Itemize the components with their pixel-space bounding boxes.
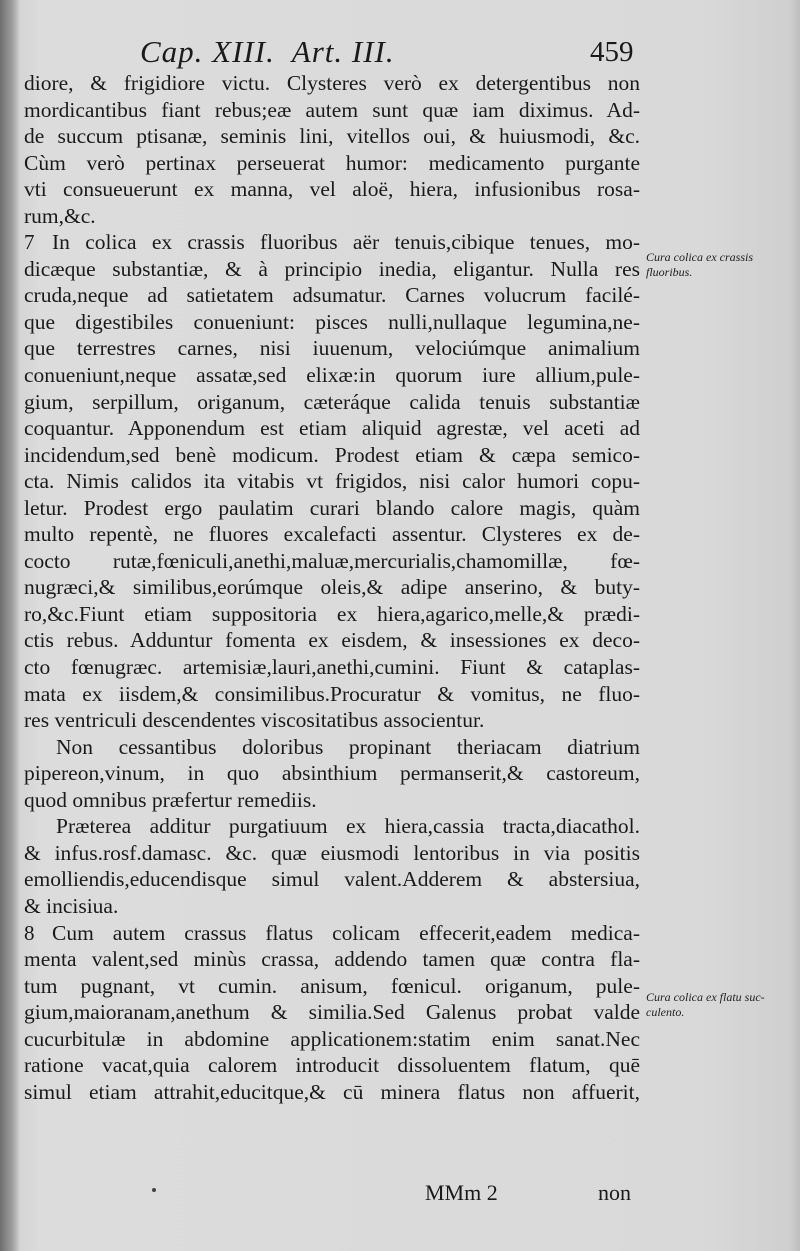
text-line	[24, 521, 640, 548]
running-head: Cap. XIII. Art. III.	[140, 34, 395, 69]
text-line-content: conueniunt,neque assatæ,sed elixæ:in quorum iure allium,pule-	[24, 363, 640, 388]
text-line	[24, 335, 640, 362]
text-line	[24, 282, 640, 309]
margin-note-1: Cura colica ex crassis fluoribus.	[646, 250, 753, 279]
text-line-content: mata ex iisdem,& consimilibus.Procuratur & vomitus, ne fluo-	[24, 681, 640, 706]
page-header	[0, 34, 800, 74]
text-line-content: emolliendis,educendisque simul valent.Adderem & abstersiua,	[24, 867, 640, 892]
text-line-content: gium,maioranam,anethum & similia.Sed Galenus probat valde	[24, 1000, 640, 1025]
text-line-content: & infus.rosf.damasc. &c. quæ eiusmodi lentoribus in via positis	[24, 840, 640, 865]
text-line	[24, 389, 640, 416]
text-line	[24, 866, 640, 893]
body-text	[24, 70, 640, 1105]
text-line-content: que digestibiles conueniunt: pisces nulli,nullaque legumina,ne-	[24, 309, 640, 334]
binding-shadow	[0, 0, 20, 1251]
text-line	[24, 787, 640, 814]
text-line	[24, 946, 640, 973]
text-line-content: Non cessantibus doloribus propinant theriacam diatrium	[56, 734, 640, 759]
text-line-content: cocto rutæ,fœniculi,anethi,maluæ,mercurialis,chamomillæ, fœ-	[24, 548, 640, 573]
catchword: non	[598, 1180, 631, 1205]
text-line	[24, 229, 640, 256]
text-line	[24, 415, 640, 442]
text-line-content: letur. Prodest ergo paulatim curari blando calore magis, quàm	[24, 495, 640, 520]
text-line-content: ctis rebus. Adduntur fomenta ex eisdem, & insessiones ex deco-	[24, 628, 640, 653]
text-line	[24, 309, 640, 336]
text-line-content: que terrestres carnes, nisi iuuenum, velociúmque animalium	[24, 336, 640, 361]
text-line	[24, 203, 640, 230]
text-line	[24, 973, 640, 1000]
text-line-content: rum,&c.	[24, 203, 96, 228]
text-line	[24, 707, 640, 734]
ink-dot	[152, 1188, 156, 1192]
text-line	[24, 70, 640, 97]
text-line-content: Præterea additur purgatiuum ex hiera,cassia tracta,diacathol.	[56, 814, 640, 839]
text-line-content: coquantur. Apponendum est etiam aliquid agrestæ, vel aceti ad	[24, 416, 640, 441]
text-line-content: pipereon,vinum, in quo absinthium permanserit,& castoreum,	[24, 761, 640, 786]
text-line-content: vti consueuerunt ex manna, vel aloë, hiera, infusionibus rosa-	[24, 177, 640, 202]
text-line	[24, 442, 640, 469]
text-line-content: gium, serpillum, origanum, cæteráque calida tenuis substantiæ	[24, 389, 640, 414]
text-line-content: dicæque substantiæ, & à principio inedia, eligantur. Nulla res	[24, 256, 640, 281]
text-line-content: de succum ptisanæ, seminis lini, vitellos oui, & huiusmodi, &c.	[24, 124, 640, 149]
text-line	[24, 150, 640, 177]
text-line-content: ro,&c.Fiunt etiam suppositoria ex hiera,agarico,melle,& prædi-	[24, 601, 640, 626]
text-line	[24, 1052, 640, 1079]
text-line-content: ratione vacat,quia calorem introducit dissoluentem flatum, quē	[24, 1053, 640, 1078]
text-line-content: Cum autem crassus flatus colicam effecerit,eadem medica-	[52, 920, 640, 945]
text-line-content: multo repentè, ne fluores excalefacti assentur. Clysteres ex de-	[24, 522, 640, 547]
section-number: 8	[24, 920, 35, 945]
text-line	[24, 548, 640, 575]
text-line-content: cta. Nimis calidos ita vitabis vt frigidos, nisi calor humori copu-	[24, 469, 640, 494]
text-line-content: incidendum,sed benè modicum. Prodest etiam & cæpa semico-	[24, 442, 640, 467]
text-line-content: simul etiam attrahit,educitque,& cū minera flatus non affuerit,	[24, 1079, 640, 1104]
text-line	[24, 362, 640, 389]
text-line-content: menta valent,sed minùs crassa, addendo tamen quæ contra fla-	[24, 947, 640, 972]
text-line-content: tum pugnant, vt cumin. anisum, fœnicul. origanum, pule-	[24, 973, 640, 998]
text-line	[24, 1079, 640, 1106]
text-line-content: & incisiua.	[24, 893, 119, 918]
text-line	[24, 574, 640, 601]
text-line	[24, 760, 640, 787]
text-line-content: Cùm verò pertinax perseuerat humor: medicamento purgante	[24, 150, 640, 175]
text-line-content: cucurbitulæ in abdomine applicationem:statim enim sanat.Nec	[24, 1026, 640, 1051]
text-line-content: diore, & frigidiore victu. Clysteres verò ex detergentibus non	[24, 71, 640, 95]
text-line	[24, 123, 640, 150]
section-number: 7	[24, 230, 35, 255]
text-line-content: res ventriculi descendentes viscositatibus associentur.	[24, 708, 485, 733]
text-line	[24, 1026, 640, 1053]
page-footer	[0, 1180, 800, 1210]
text-line	[24, 681, 640, 708]
text-line	[24, 601, 640, 628]
text-line	[24, 176, 640, 203]
margin-note-2: Cura colica ex flatu suc-culento.	[646, 990, 765, 1019]
text-line	[24, 840, 640, 867]
text-line	[24, 734, 640, 761]
text-line	[24, 654, 640, 681]
text-line-content: In colica ex crassis fluoribus aër tenuis,cibique tenues, mo-	[52, 230, 640, 255]
text-line	[24, 627, 640, 654]
text-line-content: nugræci,& similibus,eorúmque oleis,& adipe anserino, & buty-	[24, 575, 640, 600]
text-line-content: cto fœnugræc. artemisiæ,lauri,anethi,cumini. Fiunt & cataplas-	[24, 655, 640, 680]
text-line	[24, 999, 640, 1026]
text-line	[24, 495, 640, 522]
text-line	[24, 97, 640, 124]
signature-mark: MMm 2	[425, 1180, 498, 1205]
text-line	[24, 256, 640, 283]
page-number: 459	[590, 36, 634, 68]
text-line	[24, 920, 640, 947]
text-line	[24, 813, 640, 840]
text-line-content: cruda,neque ad satietatem adsumatur. Carnes volucrum facilé-	[24, 283, 640, 308]
text-line-content: mordicantibus fiant rebus;eæ autem sunt quæ iam diximus. Ad-	[24, 97, 640, 122]
text-line	[24, 893, 640, 920]
text-line	[24, 468, 640, 495]
text-line-content: quod omnibus præfertur remediis.	[24, 787, 317, 812]
